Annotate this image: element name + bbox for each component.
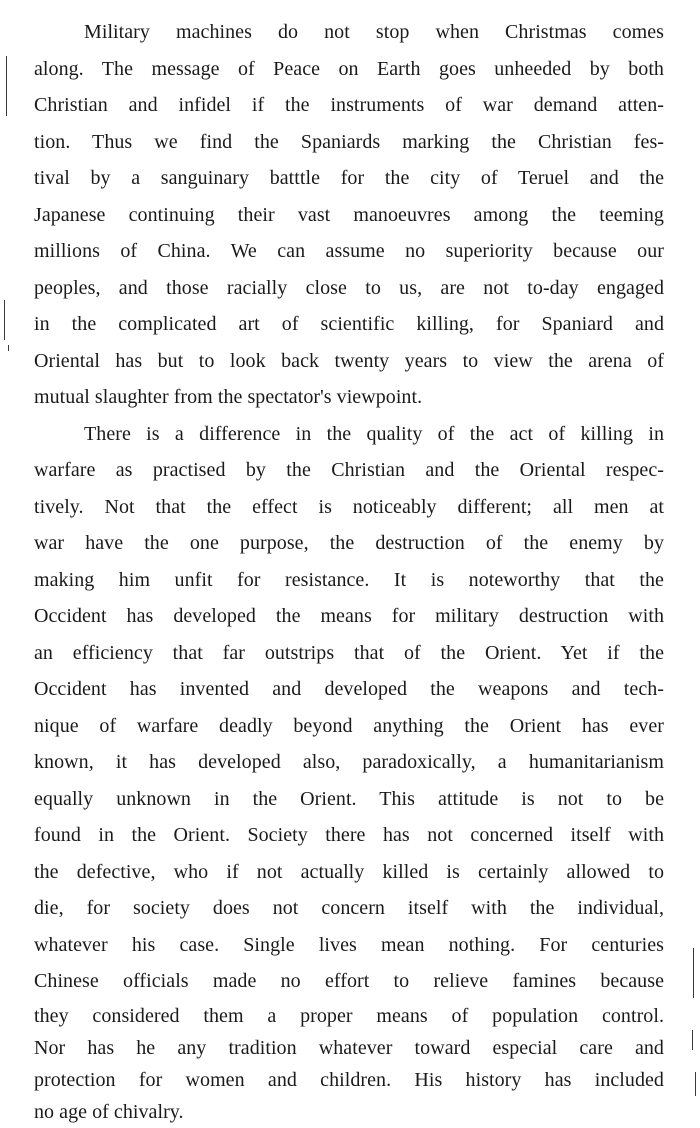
text-line: Occident has developed the means for military destruction with [34,605,664,627]
text-line: peoples, and those racially close to us, are not to-day engaged [34,276,664,299]
text-line: known, it has developed also, paradoxically, a humanitarianism [34,751,664,773]
scan-edge-mark [692,1030,693,1050]
paragraph-1 [34,14,664,416]
text-line: equally unknown in the Orient. This attitude is not to be [34,787,664,810]
scan-edge-mark [4,300,5,340]
text-line: Japanese continuing their vast manoeuvres among the teeming [34,203,664,226]
text-line: no age of chivalry. [34,1100,184,1123]
text-line: protection for women and children. His history has included [34,1068,664,1091]
scan-edge-mark [8,345,9,351]
text-line: tival by a sanguinary batttle for the city of Teruel and the [34,167,664,189]
text-line: warfare as practised by the Christian and the Oriental respec- [34,459,664,481]
text-line: they considered them a proper means of population control. [34,1004,664,1027]
text-line: millions of China. We can assume no superiority because our [34,240,664,262]
text-line: tion. Thus we find the Spaniards marking the Christian fes- [34,130,664,153]
text-line: whatever his case. Single lives mean nothing. For centuries [34,933,664,956]
text-line: the defective, who if not actually killed is certainly allowed to [34,860,664,883]
text-line: There is a difference in the quality of the act of killing in [84,422,664,445]
text-line: Oriental has but to look back twenty years to view the arena of [34,349,664,372]
text-line: Nor has he any tradition whatever toward especial care and [34,1036,664,1059]
scan-edge-mark [695,1072,696,1096]
text-line: nique of warfare deadly beyond anything the Orient has ever [34,714,664,737]
text-line: in the complicated art of scientific killing, for Spaniard and [34,313,664,335]
article-text [34,14,664,1128]
text-line: Occident has invented and developed the weapons and tech- [34,678,664,700]
text-line: tively. Not that the effect is noticeably different; all men at [34,495,664,518]
text-line: war have the one purpose, the destruction of the enemy by [34,532,664,554]
text-line: Military machines do not stop when Christmas comes [84,21,664,43]
text-line: making him unfit for resistance. It is noteworthy that the [34,568,664,591]
text-line: mutual slaughter from the spectator's viewpoint. [34,386,423,408]
text-line: an efficiency that far outstrips that of the Orient. Yet if the [34,641,664,664]
scan-edge-mark [693,948,694,998]
text-line: die, for society does not concern itself with the individual, [34,897,664,919]
text-line: Chinese officials made no effort to relieve famines because [34,970,664,992]
text-line: found in the Orient. Society there has not concerned itself with [34,824,664,846]
paragraph-2 [34,416,664,1128]
text-line: along. The message of Peace on Earth goes unheeded by both [34,57,664,80]
scan-edge-mark [6,56,7,116]
text-line: Christian and infidel if the instruments of war demand atten- [34,94,664,116]
